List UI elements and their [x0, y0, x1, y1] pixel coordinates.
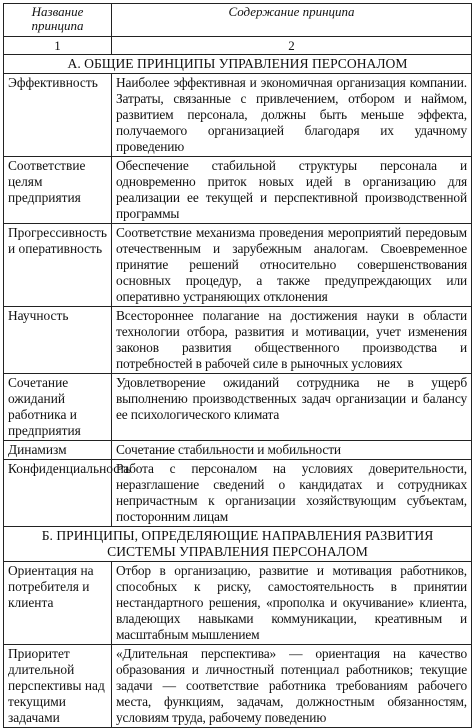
table-row — [4, 460, 472, 527]
table-row — [4, 157, 472, 224]
principle-content: Всестороннее полагание на достижения науки в области технологии отбора, развития и мотивации, учет изменения законов развития общественного производства и потребностей в рабочей силе в рыночных условиях — [112, 307, 472, 374]
principle-name: Соответствие целям предприятия — [4, 157, 112, 224]
header-principle-content: Содержание принципа — [112, 4, 472, 37]
header-row — [4, 4, 472, 37]
principle-name: Динамизм — [4, 441, 112, 460]
principle-name: Эффективность — [4, 74, 112, 157]
table-row — [4, 645, 472, 728]
principles-table — [3, 3, 472, 728]
principle-content: Сочетание стабильности и мобильности — [112, 441, 472, 460]
header-principle-name: Название принципа — [4, 4, 112, 37]
column-number-2: 2 — [112, 37, 472, 55]
column-number-row — [4, 37, 472, 55]
table-row — [4, 374, 472, 441]
principle-content: Работа с персоналом на условиях доверительности, неразглашение сведений о кандидатах и сотрудниках непричастным к организации хозяйствующим субъектам, посторонним лицам — [112, 460, 472, 527]
principle-name: Конфиденциальность — [4, 460, 112, 527]
principle-content: Наиболее эффективная и экономичная организация компании. Затраты, связанные с привлечением, отбором и наймом, развитием персонала, должны быть меньше эффекта, получаемого организацией благодаря их удачному проведению — [112, 74, 472, 157]
principle-name: Сочетание ожиданий работника и предприятия — [4, 374, 112, 441]
principle-content: Отбор в организацию, развитие и мотивация работников, способных к риску, самостоятельность в принятии нестандартного решения, «прополка и окучивание» клиента, владеющих навыками коммуникации, креативным и масштабным мышлением — [112, 562, 472, 645]
table-row — [4, 562, 472, 645]
principle-content: Обеспечение стабильной структуры персонала и одновременно приток новых идей в организацию для реализации ее текущей и перспективной производственной программы — [112, 157, 472, 224]
table-row — [4, 441, 472, 460]
section-a-title: А. ОБЩИЕ ПРИНЦИПЫ УПРАВЛЕНИЯ ПЕРСОНАЛОМ — [4, 55, 472, 74]
principle-content: Удовлетворение ожиданий сотрудника не в ущерб выполнению производственных задач организации и балансу ее психологического климата — [112, 374, 472, 441]
principle-name: Ориентация на потребителя и клиента — [4, 562, 112, 645]
principle-content: «Длительная перспектива» — ориентация на качество образования и личностный потенциал работников; текущие задачи — соответствие работника требованиям рабочего места, функциям, задачам, должностным обязанностям, условиям труда, рабочему поведению — [112, 645, 472, 728]
section-b-title: Б. ПРИНЦИПЫ, ОПРЕДЕЛЯЮЩИЕ НАПРАВЛЕНИЯ РАЗВИТИЯ СИСТЕМЫ УПРАВЛЕНИЯ ПЕРСОНАЛОМ — [4, 527, 472, 562]
principle-name: Прогрессивность и оперативность — [4, 224, 112, 307]
table-row — [4, 224, 472, 307]
section-header-row — [4, 55, 472, 74]
principle-content: Соответствие механизма проведения мероприятий передовым отечественным и зарубежным аналогам. Своевременное принятие решений относительно совершенствования основных процедур, а также предупреждающих или оперативно устраняющих отклонения — [112, 224, 472, 307]
principle-name: Приоритет длительной перспективы над текущими задачами — [4, 645, 112, 728]
column-number-1: 1 — [4, 37, 112, 55]
principle-name: Научность — [4, 307, 112, 374]
table-row — [4, 307, 472, 374]
table-row — [4, 74, 472, 157]
section-header-row — [4, 527, 472, 562]
